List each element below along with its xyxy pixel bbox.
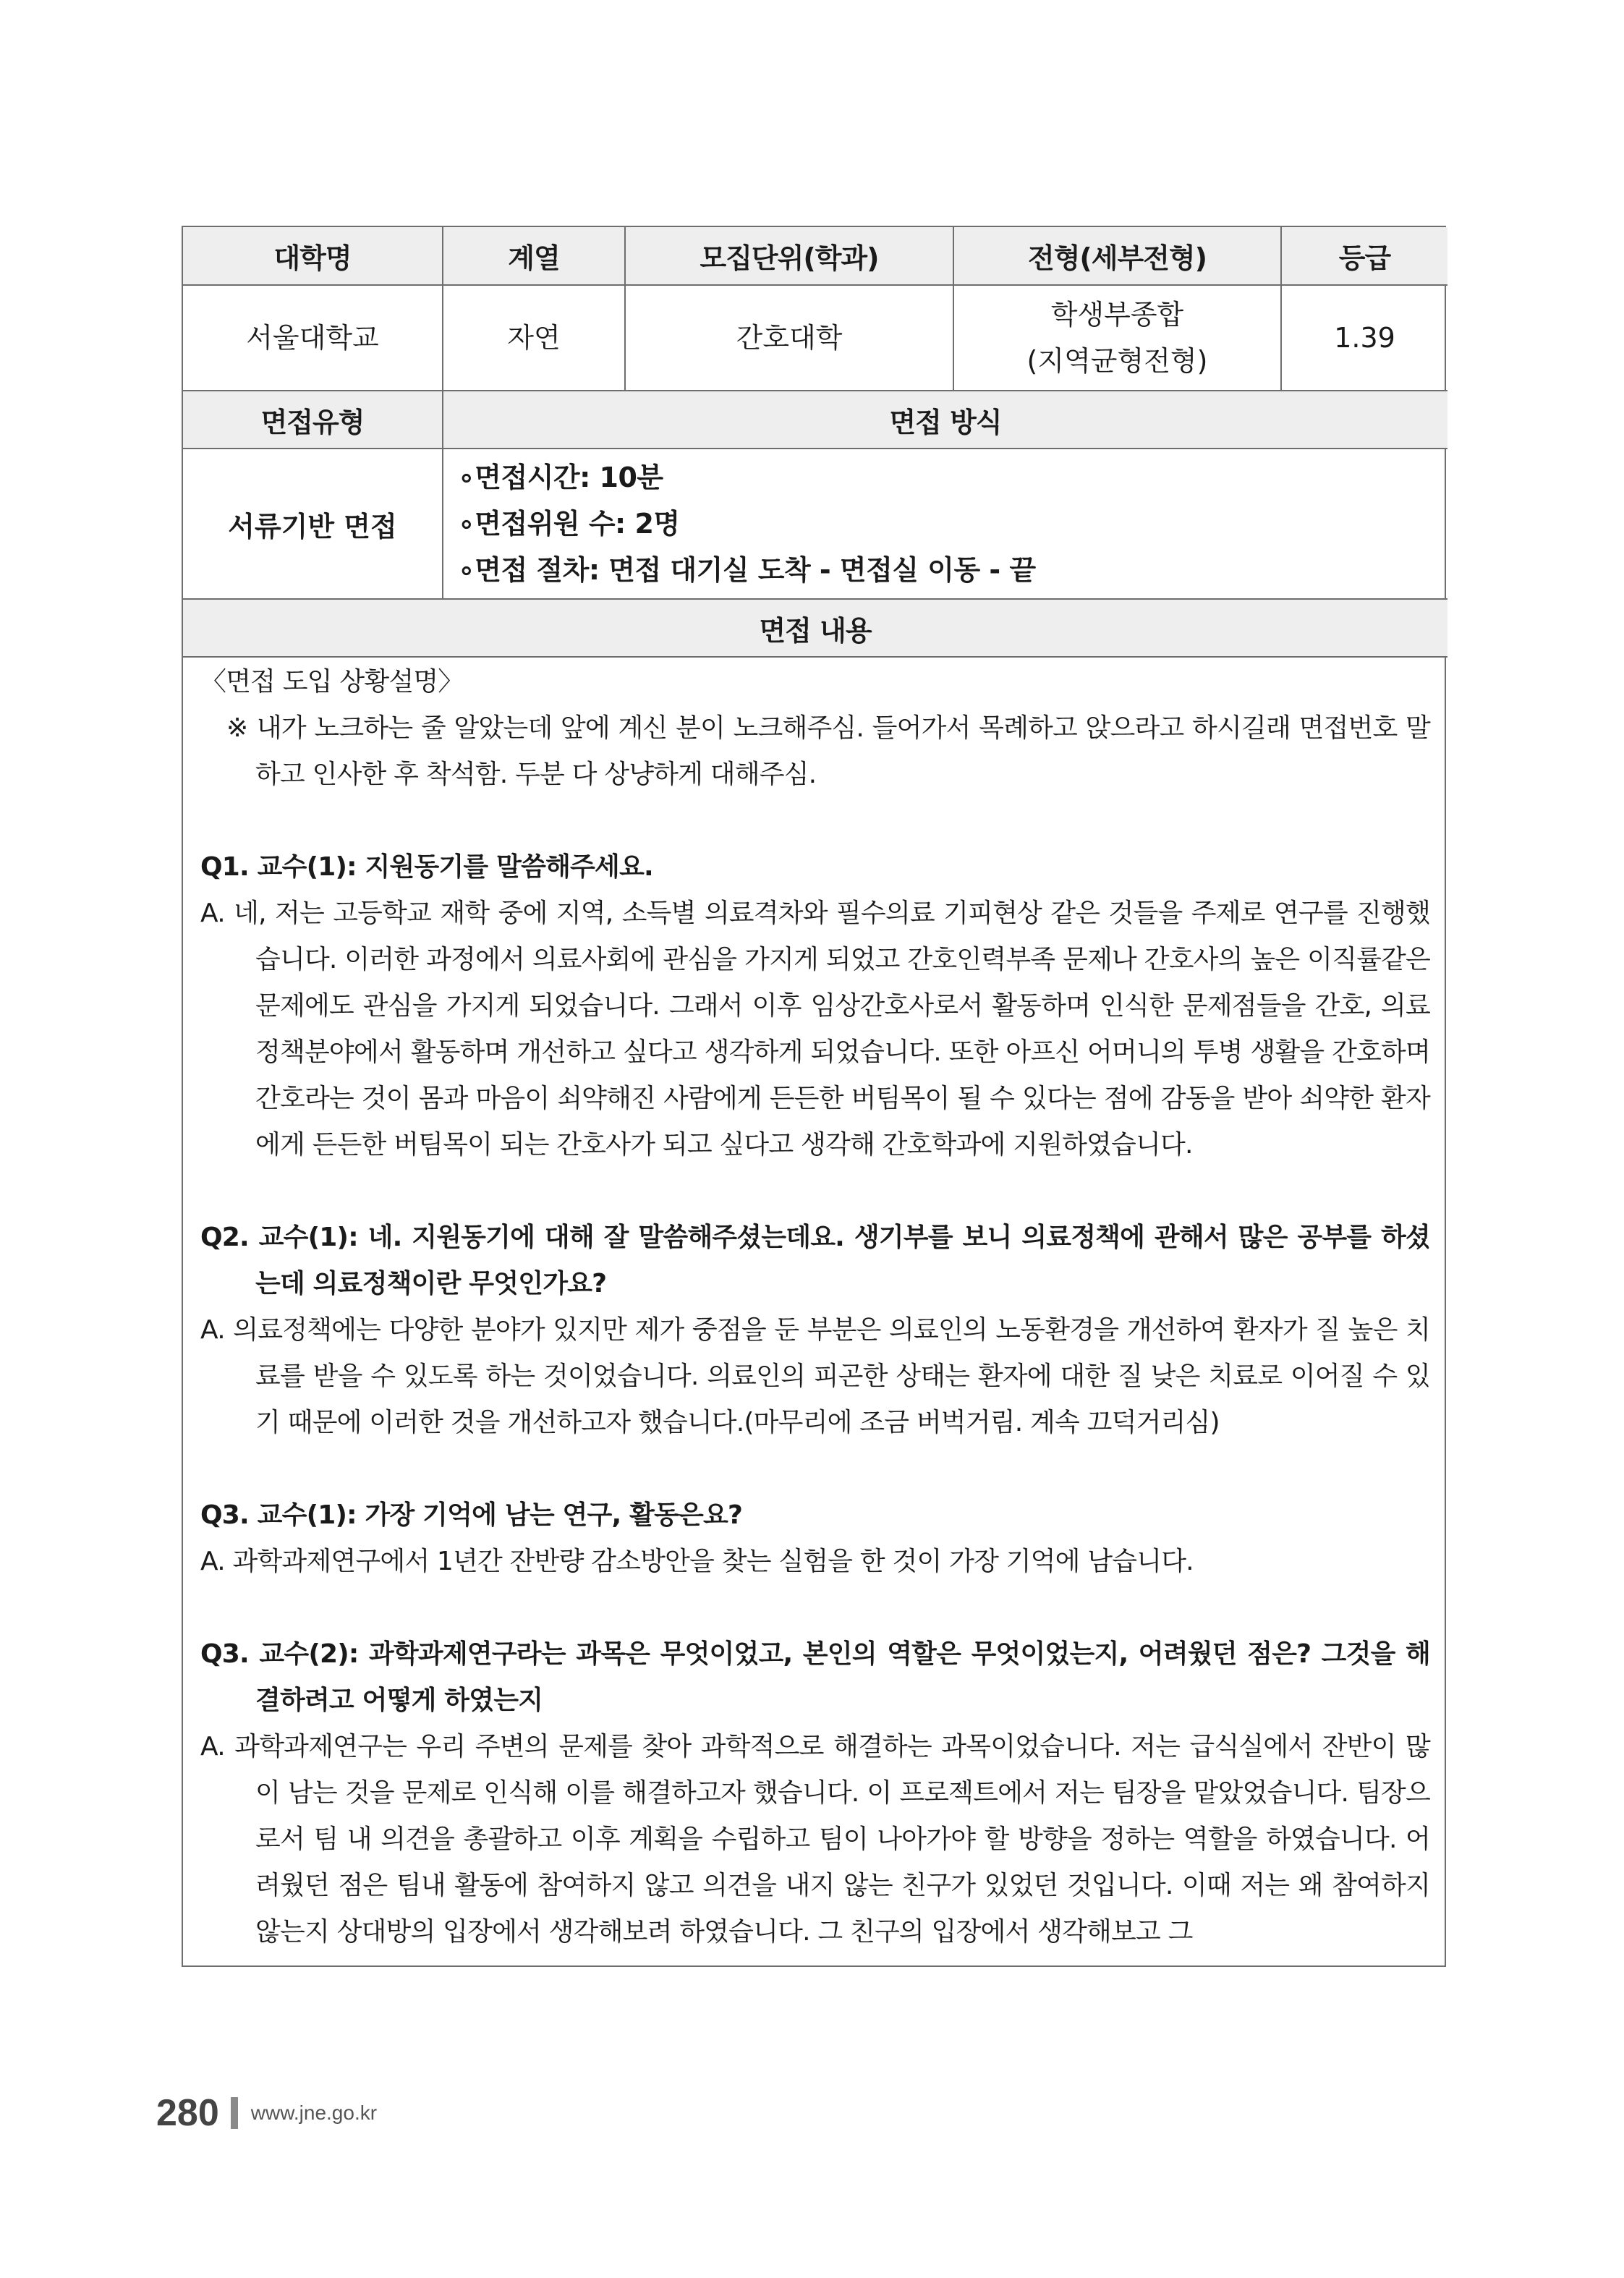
method-time: ∘면접시간: 10분: [458, 462, 663, 493]
header-field: 계열: [443, 227, 625, 285]
answer-3: A. 과학과제연구에서 1년간 잔반량 감소방안을 찾는 실험을 한 것이 가장 기억에 남습니다.: [200, 1547, 1194, 1576]
header-interview-content: 면접 내용: [183, 599, 1447, 657]
answer-2: A. 의료정책에는 다양한 분야가 있지만 제가 중점을 둔 부분은 의료인의 노동환경을 개선하여 환자가 질 높은 치료를 받을 수 있도록 하는 것이었습니다. 의료인의 피곤한 상태는 환자에 대한 질 낮은 치료로 이어질 수 있기 때문에 이러한 것을 개선하고자 했습니다.(마무리에 조금 버벅거림. 계속 끄덕거리심): [200, 1315, 1430, 1437]
table-row: [183, 285, 1447, 391]
interview-record-frame: [182, 226, 1446, 1967]
cell-grade: 1.39: [1281, 285, 1447, 391]
cell-university: 서울대학교: [183, 285, 443, 391]
page-number: 280: [156, 2092, 219, 2134]
spacer: [200, 798, 1430, 844]
admission-type-line2: (지역균형전형): [1026, 345, 1208, 377]
admission-info-table: [183, 227, 1447, 658]
cell-admission-type: [953, 285, 1281, 391]
spacer: [200, 1585, 1430, 1631]
cell-interview-type: 서류기반 면접: [183, 449, 443, 599]
cell-field: 자연: [443, 285, 625, 391]
spacer: [200, 1446, 1430, 1492]
interview-header-row: [183, 391, 1447, 449]
content-header-row: [183, 599, 1447, 657]
question-2: Q2. 교수(1): 네. 지원동기에 대해 잘 말씀해주셨는데요. 생기부를 보니 의료정책에 관해서 많은 공부를 하셨는데 의료정책이란 무엇인가요?: [200, 1223, 1430, 1299]
header-interview-type: 면접유형: [183, 391, 443, 449]
header-department: 모집단위(학과): [625, 227, 953, 285]
question-1: Q1. 교수(1): 지원동기를 말씀해주세요.: [200, 852, 653, 882]
footer-website: www.jne.go.kr: [250, 2101, 378, 2124]
footer-divider: [231, 2097, 238, 2129]
interview-row: [183, 449, 1447, 599]
admission-type-line1: 학생부종합: [1050, 299, 1184, 331]
question-4: Q3. 교수(2): 과학과제연구라는 과목은 무엇이었고, 본인의 역할은 무엇이었는지, 어려웠던 점은? 그것을 해결하려고 어떻게 하였는지: [200, 1639, 1430, 1715]
method-interviewers: ∘면접위원 수: 2명: [458, 508, 680, 540]
intro-note: ※ 내가 노크하는 줄 알았는데 앞에 계신 분이 노크해주심. 들어가서 목례하고 앉으라고 하시길래 면접번호 말하고 인사한 후 착석함. 두분 다 상냥하게 대해주심.: [226, 713, 1430, 789]
cell-interview-method: [443, 449, 1447, 599]
intro-title: 〈면접 도입 상황설명〉: [200, 667, 464, 697]
interview-content: [183, 658, 1445, 1965]
answer-4: A. 과학과제연구는 우리 주변의 문제를 찾아 과학적으로 해결하는 과목이었습니다. 저는 급식실에서 잔반이 많이 남는 것을 문제로 인식해 이를 해결하고자 했습니다. 이 프로젝트에서 저는 팀장을 맡았었습니다. 팀장으로서 팀 내 의견을 총괄하고 이후 계획을 수립하고 팀이 나아가야 할 방향을 정하는 역할을 하였습니다. 어려웠던 점은 팀내 활동에 참여하지 않고 의견을 내지 않는 친구가 있었던 것입니다. 이때 저는 왜 참여하지 않는지 상대방의 입장에서 생각해보려 하였습니다. 그 친구의 입장에서 생각해보고 그: [200, 1732, 1430, 1947]
table-header-row: [183, 227, 1447, 285]
question-3: Q3. 교수(1): 가장 기억에 남는 연구, 활동은요?: [200, 1500, 743, 1530]
spacer: [200, 1168, 1430, 1215]
header-grade: 등급: [1281, 227, 1447, 285]
page-footer: [156, 2088, 377, 2138]
answer-1: A. 네, 저는 고등학교 재학 중에 지역, 소득별 의료격차와 필수의료 기피현상 같은 것들을 주제로 연구를 진행했습니다. 이러한 과정에서 의료사회에 관심을 가지게 되었고 간호인력부족 문제나 간호사의 높은 이직률같은 문제에도 관심을 가지게 되었습니다. 그래서 이후 임상간호사로서 활동하며 인식한 문제점들을 간호, 의료 정책분야에서 활동하며 개선하고 싶다고 생각하게 되었습니다. 또한 아프신 어머니의 투병 생활을 간호하며 간호라는 것이 몸과 마음이 쇠약해진 사람에게 든든한 버팀목이 될 수 있다는 점에 감동을 받아 쇠약한 환자에게 든든한 버팀목이 되는 간호사가 되고 싶다고 생각해 간호학과에 지원하였습니다.: [200, 898, 1430, 1160]
header-university: 대학명: [183, 227, 443, 285]
method-procedure: ∘면접 절차: 면접 대기실 도착 - 면접실 이동 - 끝: [458, 554, 1036, 586]
cell-department: 간호대학: [625, 285, 953, 391]
header-interview-method: 면접 방식: [443, 391, 1447, 449]
header-admission-type: 전형(세부전형): [953, 227, 1281, 285]
